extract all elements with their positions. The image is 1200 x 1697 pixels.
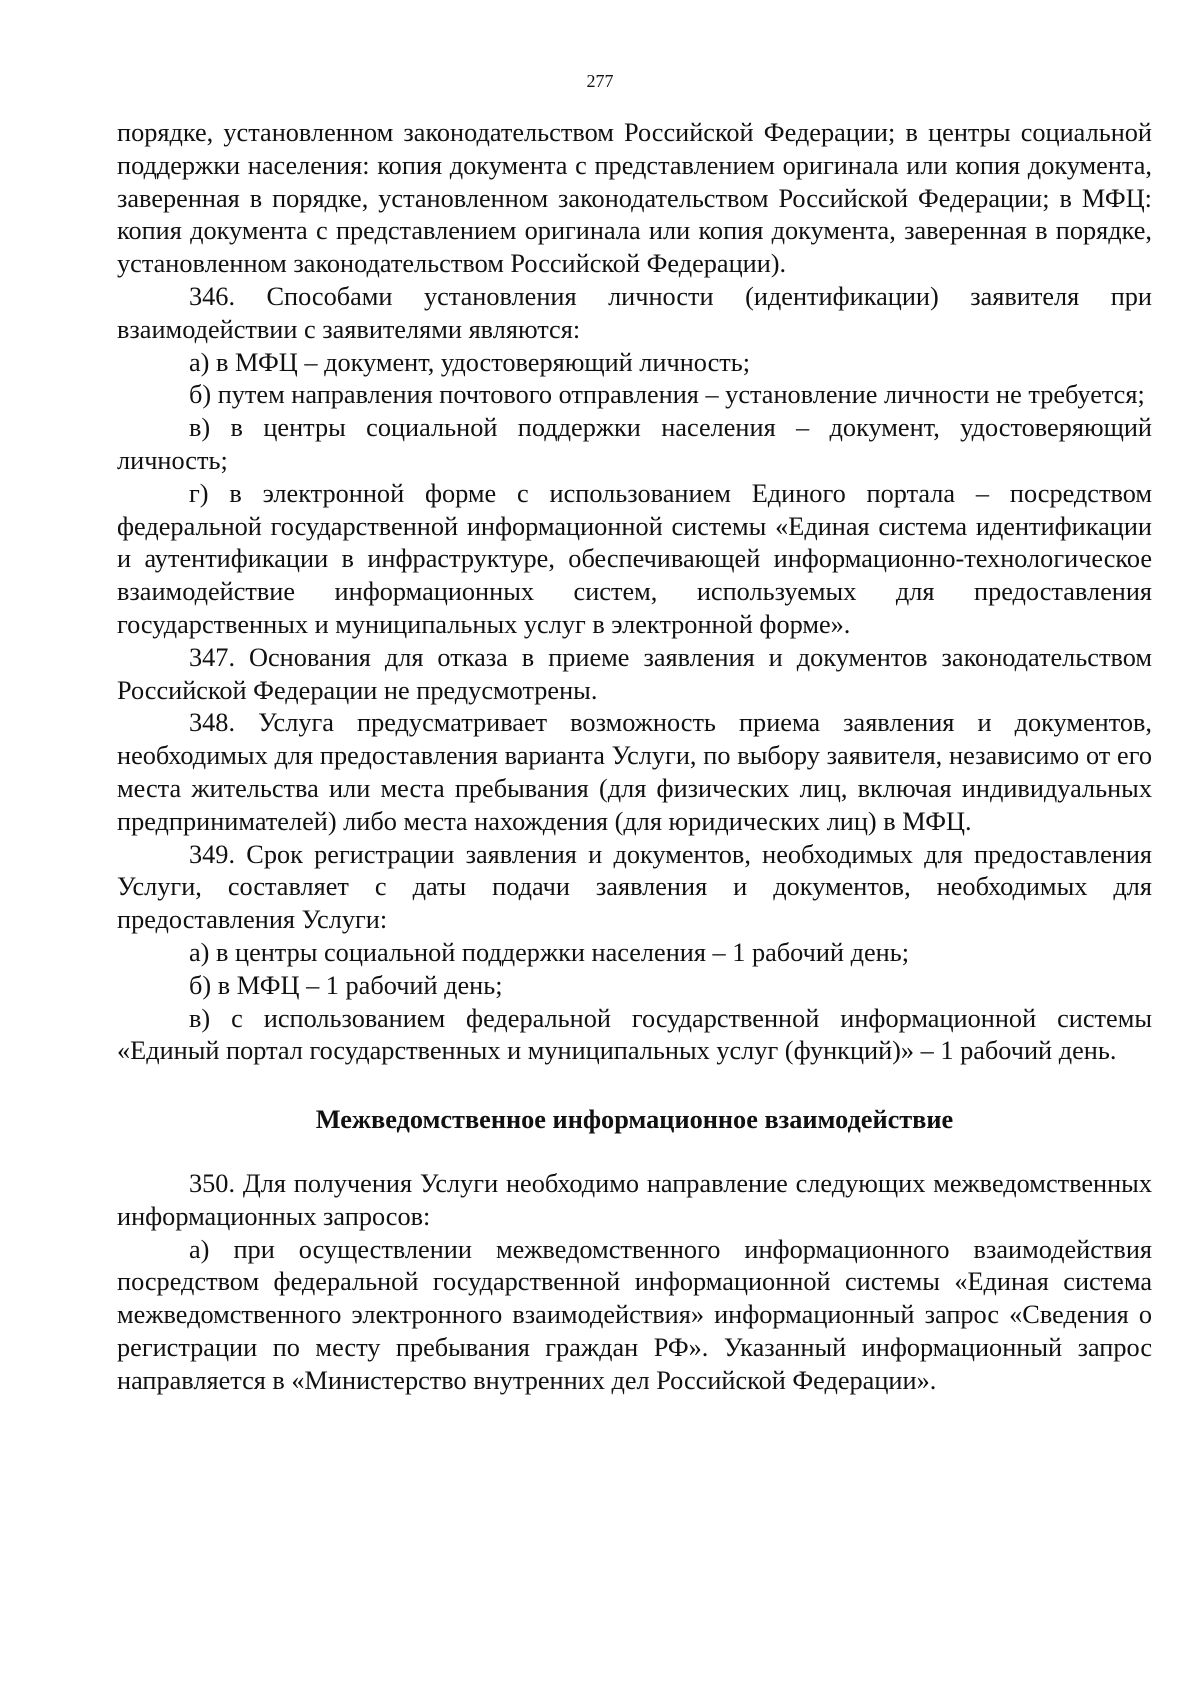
paragraph-continuation: порядке, установленном законодательством Российской Федерации; в центры социальной поддержки населения: копия документа с представлением оригинала или копия документа, заверенная в порядке, установленном законодательством Российской Федерации; в МФЦ: копия документа с представлением оригинала или копия документа, заверенная в порядке, установленном законодательством Российской Федерации). xyxy=(117,118,1152,279)
paragraph-346-item-g: г) в электронной форме с использованием Единого портала – посредством федеральной государственной информационной системы «Единая система идентификации и аутентификации в инфраструктуре, обеспечивающей информационно-технологическое взаимодействие информационных систем, используемых для предоставления государственных и муниципальных услуг в электронной форме». xyxy=(117,478,1152,639)
paragraph-350: 350. Для получения Услуги необходимо направление следующих межведомственных информационных запросов: xyxy=(117,1168,1152,1231)
document-body xyxy=(117,117,1152,1397)
paragraph-346-item-v: в) в центры социальной поддержки населения – документ, удостоверяющий личность; xyxy=(117,413,1152,475)
paragraph-346: 346. Способами установления личности (идентификации) заявителя при взаимодействии с заявителями являются: xyxy=(117,281,1152,344)
paragraph-347: 347. Основания для отказа в приеме заявления и документов законодательством Российской Федерации не предусмотрены. xyxy=(117,642,1152,705)
page-number: 277 xyxy=(586,71,614,91)
paragraph-349-item-v: в) с использованием федеральной государственной информационной системы «Единый портал государственных и муниципальных услуг (функций)» – 1 рабочий день. xyxy=(117,1003,1152,1066)
paragraph-349-item-b: б) в МФЦ – 1 рабочий день; xyxy=(189,970,503,1000)
section-heading: Межведомственное информационное взаимодействие xyxy=(315,1105,954,1135)
paragraph-350-item-a: а) при осуществлении межведомственного информационного взаимодействия посредством федеральной государственной информационной системы «Единая система межведомственного электронного взаимодействия» информационный запрос «Сведения о регистрации по месту пребывания граждан РФ». Указанный информационный запрос направляется в «Министерство внутренних дел Российской Федерации». xyxy=(117,1234,1152,1395)
paragraph-349: 349. Срок регистрации заявления и документов, необходимых для предоставления Услуги, составляет с даты подачи заявления и документов, необходимых для предоставления Услуги: xyxy=(117,839,1152,935)
paragraph-349-item-a: а) в центры социальной поддержки населения – 1 рабочий день; xyxy=(189,937,910,967)
paragraph-346-item-a: а) в МФЦ – документ, удостоверяющий личность; xyxy=(189,347,751,377)
paragraph-346-item-b: б) путем направления почтового отправления – установление личности не требуется; xyxy=(189,380,1145,410)
paragraph-348: 348. Услуга предусматривает возможность приема заявления и документов, необходимых для предоставления варианта Услуги, по выбору заявителя, независимо от его места жительства или места пребывания (для физических лиц, включая индивидуальных предпринимателей) либо места нахождения (для юридических лиц) в МФЦ. xyxy=(117,708,1152,836)
